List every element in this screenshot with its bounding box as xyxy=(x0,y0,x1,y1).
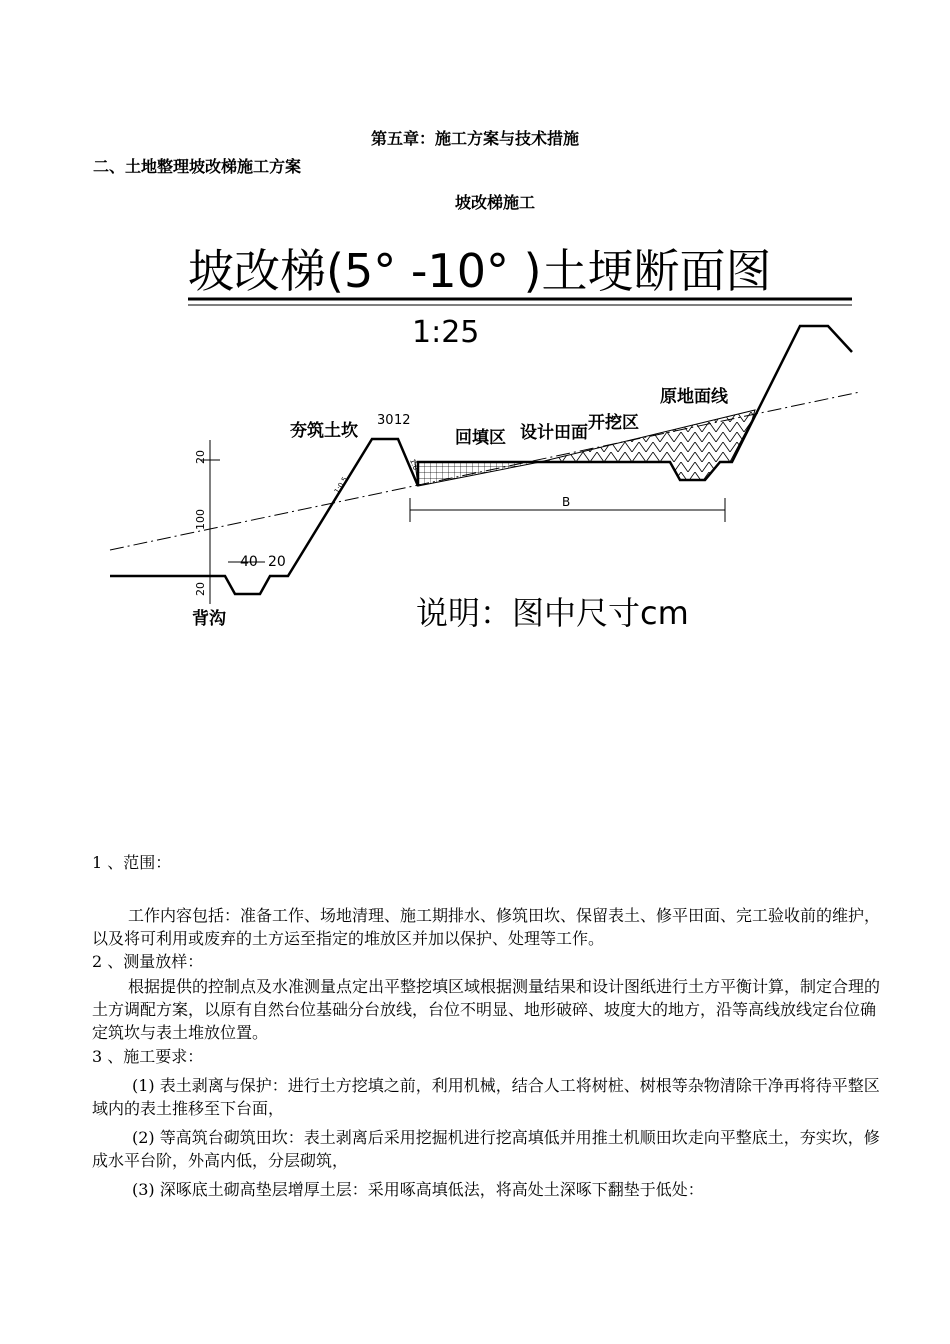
label-back-ditch: 背沟 xyxy=(192,609,226,629)
label-excavation: 开挖区 xyxy=(588,413,639,433)
dim-width: B xyxy=(562,495,571,509)
dim-ditch-a: 40 xyxy=(240,554,258,570)
label-bank: 夯筑土坎 xyxy=(290,421,358,441)
item3-sub2: (2) 等高筑台砌筑田坎：表土剥离后采用挖掘机进行挖高填低并用推土机顺田坎走向平整底土，夯实坎，修成水平台阶，外高内低，分层砌筑， xyxy=(92,1128,880,1170)
dim-left-bot: 20 xyxy=(194,582,207,596)
cross-section-diagram xyxy=(100,232,870,642)
label-original-ground: 原地面线 xyxy=(660,387,728,407)
backfill-area xyxy=(415,462,540,486)
chapter-title: 第五章：施工方案与技术措施 xyxy=(370,129,579,148)
item3-sub1: (1) 表土剥离与保护：进行土方挖填之前，利用机械，结合人工将树桩、树根等杂物清除干净再将待平整区域内的表土推移至下台面， xyxy=(92,1076,880,1118)
section-title: 二、土地整理坡改梯施工方案 xyxy=(93,157,302,176)
label-design-field: 设计田面 xyxy=(520,423,588,443)
item3-heading: 3 、施工要求： xyxy=(92,1047,204,1066)
item3-sub3: (3) 深啄底土砌高垫层增厚土层：采用啄高填低法，将高处土深啄下翻垫于低处： xyxy=(132,1180,704,1199)
slope-b: 1:0 xyxy=(408,457,420,472)
slope-a: 1:0.5 xyxy=(332,475,350,496)
excavation-area xyxy=(540,410,755,480)
terrace-profile xyxy=(110,326,852,594)
item1-text: 工作内容包括：准备工作、场地清理、施工期排水、修筑田坎、保留表土、修平田面、完工验收前的维护，以及将可利用或废弃的土方运至指定的堆放区并加以保护、处理等工作。 xyxy=(92,906,881,948)
dim-top: 30 xyxy=(377,413,394,428)
diagram-scale: 1:25 xyxy=(412,315,480,350)
dim-left-mid: 100 xyxy=(194,509,207,530)
label-backfill: 回填区 xyxy=(455,428,506,448)
dim-ditch-b: 20 xyxy=(268,554,286,570)
dim-top2: 12 xyxy=(394,413,411,428)
diagram-note: 说明：图中尺寸cm xyxy=(416,594,689,632)
item2-heading: 2 、测量放样： xyxy=(92,952,204,971)
dim-left-top: 20 xyxy=(194,450,207,464)
diagram-title: 坡改梯(5° -10° )土埂断面图 xyxy=(188,244,772,298)
figure-caption: 坡改梯施工 xyxy=(455,193,536,212)
item2-text: 根据提供的控制点及水准测量点定出平整挖填区域根据测量结果和设计图纸进行土方平衡计算，制定合理的土方调配方案，以原有自然台位基础分台放线，台位不明显、地形破碎、坡度大的地方，沿等高线放线定台位确定筑坎与表土堆放位置。 xyxy=(92,977,881,1042)
item1-heading: 1 、范围： xyxy=(92,853,172,872)
